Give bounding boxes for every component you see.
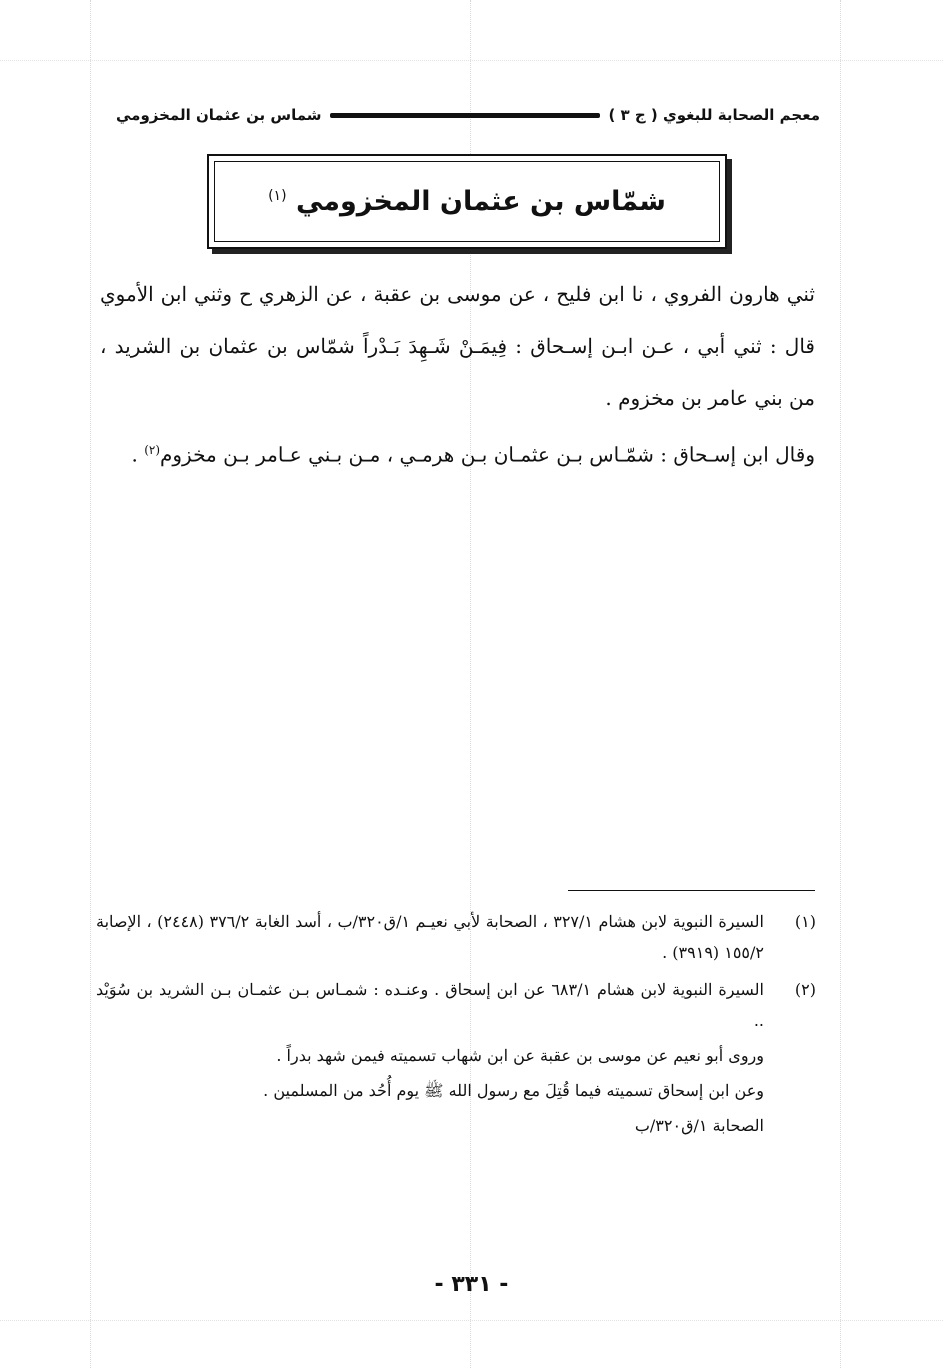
body-note-ref: (٢) bbox=[144, 443, 161, 457]
entry-title-box bbox=[207, 154, 727, 249]
footnote-number: (١) bbox=[794, 912, 816, 931]
body-paragraph bbox=[100, 424, 815, 481]
footnote-text bbox=[96, 906, 764, 968]
entry-body bbox=[100, 268, 815, 481]
scan-guide bbox=[90, 0, 91, 1368]
running-head-entry: شماس بن عثمان المخزومي bbox=[116, 106, 322, 124]
body-paragraph: ثني هارون الفروي ، نا ابن فليح ، عن موسى بن عقبة ، عن الزهري ح وثني ابن الأموي قال : ثني أبي ، عـن ابـن إسـحاق : فِيمَـنْ شَـهِدَ بَـدْراً شمّاس بن عثمان بن الشريد ، من بني عامر بن مخزوم . bbox=[100, 282, 816, 410]
footnote bbox=[96, 974, 816, 1141]
entry-title bbox=[268, 186, 666, 217]
footnote-text bbox=[96, 974, 764, 1141]
footnote bbox=[96, 906, 816, 968]
footnote-separator bbox=[568, 890, 815, 891]
footnote-line: الصحابة ١/ق٣٢٠/ب bbox=[634, 1116, 764, 1135]
footnote-line: السيرة النبوية لابن هشام ٣٢٧/١ ، الصحابة لأبي نعيـم ١/ق٣٢٠/ب ، أسد الغابة ٣٧٦/٢ (٢٤٤٨) ، الإصابة ١٥٥/٢ (٣٩١٩) . bbox=[96, 912, 764, 962]
body-paragraph-text: وقال ابن إسـحاق : شمّـاس بـن عثمـان بـن هرمـي ، مـن بـني عـامر بـن مخزوم bbox=[160, 442, 815, 467]
footnote-number: (٢) bbox=[794, 980, 816, 999]
entry-title-text: شمّاس بن عثمان المخزومي bbox=[295, 186, 666, 217]
running-head bbox=[116, 100, 820, 130]
page-number: - ٣٣١ - bbox=[434, 1272, 509, 1297]
scan-guide bbox=[0, 1320, 943, 1321]
running-head-book: معجم الصحابة للبغوي ( ج ٣ ) bbox=[608, 106, 820, 124]
footnote-line: السيرة النبوية لابن هشام ٦٨٣/١ عن ابن إسحاق . وعنـده : شمـاس بـن عثمـان بـن الشريد بن سُوَيْد .. bbox=[96, 980, 764, 1030]
body-paragraph-end: . bbox=[131, 442, 145, 467]
footnote-line: وعن ابن إسحاق تسميته فيما قُتِلَ مع رسول الله ﷺ يوم أُحُد من المسلمين . bbox=[263, 1081, 764, 1100]
entry-title-note-ref: (١) bbox=[268, 188, 287, 204]
scan-guide bbox=[0, 60, 943, 61]
footnotes bbox=[96, 906, 816, 1147]
running-head-rule bbox=[330, 113, 601, 118]
scan-guide bbox=[840, 0, 841, 1368]
footnote-line: وروى أبو نعيم عن موسى بن عقبة عن ابن شهاب تسميته فيمن شهد بدراً . bbox=[276, 1046, 764, 1065]
